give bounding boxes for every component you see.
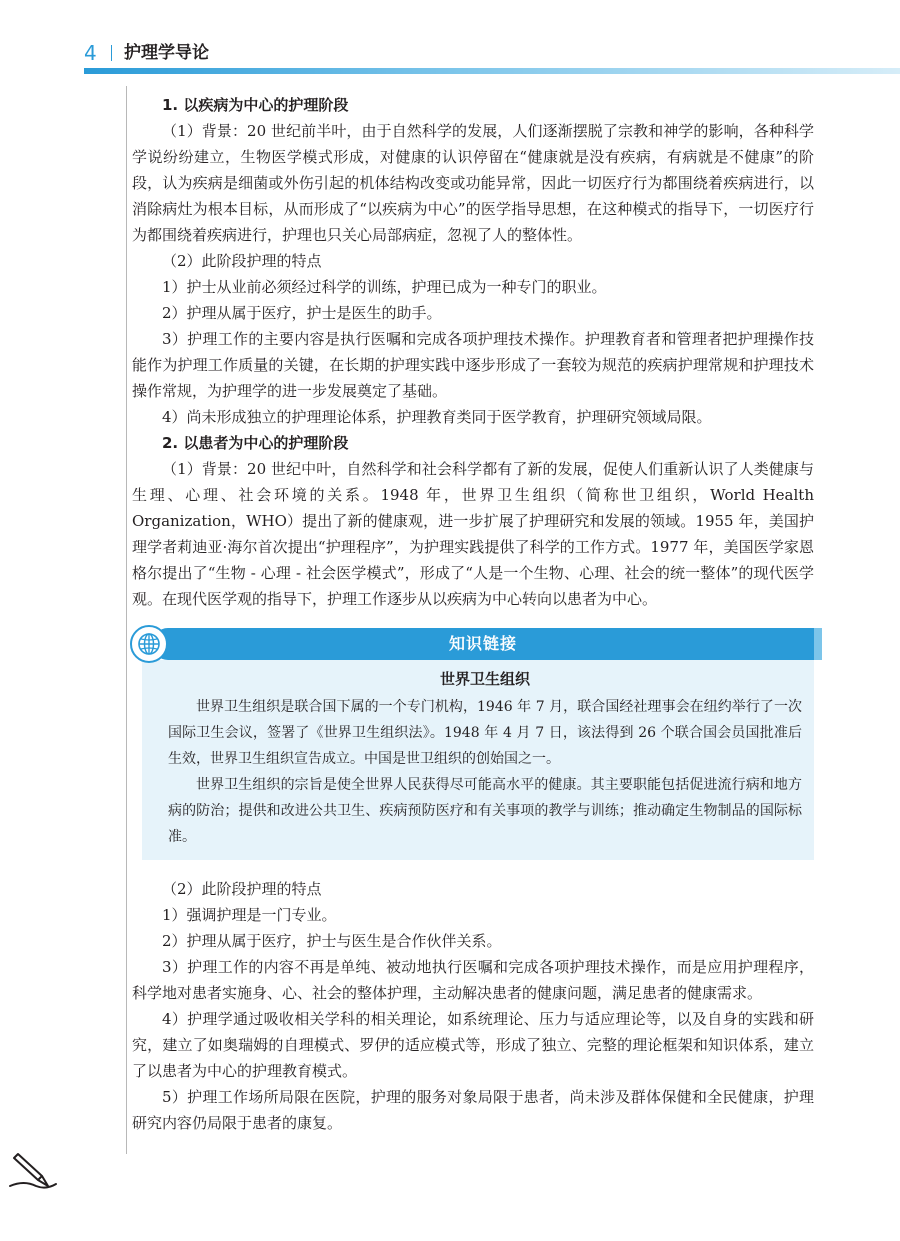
list-item: 5）护理工作场所局限在医院，护理的服务对象局限于患者，尚未涉及群体保健和全民健康，护理研究内容仍局限于患者的康复。 xyxy=(132,1088,814,1132)
subheading: （2）此阶段护理的特点 xyxy=(162,252,322,270)
list-item: 3）护理工作的主要内容是执行医嘱和完成各项护理技术操作。护理教育者和管理者把护理操作技能作为护理工作质量的关键，在长期的护理实践中逐步形成了一套较为规范的疾病护理常规和护理技术操作常规，为护理学的进一步发展奠定了基础。 xyxy=(132,330,814,400)
knowledge-link-body xyxy=(142,660,814,860)
knowledge-link-label: 知识链接 xyxy=(448,634,517,653)
list-item: 4）护理学通过吸收相关学科的相关理论，如系统理论、压力与适应理论等，以及自身的实践和研究，建立了如奥瑞姆的自理模式、罗伊的适应模式等，形成了独立、完整的理论框架和知识体系，建立了以患者为中心的护理教育模式。 xyxy=(132,1010,814,1080)
header-band xyxy=(84,68,900,74)
list-item: 2）护理从属于医疗，护士是医生的助手。 xyxy=(162,304,442,322)
paragraph: 世界卫生组织的宗旨是使全世界人民获得尽可能高水平的健康。其主要职能包括促进流行病和地方病的防治；提供和改进公共卫生、疾病预防医疗和有关事项的教学与训练；推动确定生物制品的国际标准。 xyxy=(168,777,802,845)
margin-rule xyxy=(126,86,127,1154)
paragraph: （1）背景：20 世纪前半叶，由于自然科学的发展，人们逐渐摆脱了宗教和神学的影响，各种科学学说纷纷建立，生物医学模式形成，对健康的认识停留在“健康就是没有疾病，有病就是不健康”的阶段，认为疾病是细菌或外伤引起的机体结构改变或功能异常，因此一切医疗行为都围绕着疾病进行，以消除病灶为根本目标，从而形成了“以疾病为中心”的医学指导思想，在这种模式的指导下，一切医疗行为都围绕着疾病进行，护理也只关心局部病症，忽视了人的整体性。 xyxy=(132,122,814,244)
page-number: 4 xyxy=(84,41,97,65)
globe-icon xyxy=(130,625,168,663)
list-item: 1）护士从业前必须经过科学的训练，护理已成为一种专门的职业。 xyxy=(162,278,607,296)
list-item: 2）护理从属于医疗，护士与医生是合作伙伴关系。 xyxy=(162,932,502,950)
list-item: 1）强调护理是一门专业。 xyxy=(162,906,337,924)
subheading: （2）此阶段护理的特点 xyxy=(162,880,322,898)
paragraph: （1）背景：20 世纪中叶，自然科学和社会科学都有了新的发展，促使人们重新认识了人类健康与生理、心理、社会环境的关系。1948 年，世界卫生组织（简称世卫组织，World Health Organization，WHO）提出了新的健康观，进一步扩展了护理研究和发展的领域。1955 年，美国护理学者莉迪亚·海尔首次提出“护理程序”，为护理实践提供了科学的工作方式。1977 年，美国医学家恩格尔提出了“生物 - 心理 - 社会医学模式”，形成了“人是一个生物、心理、社会的统一整体”的现代医学观。在现代医学观的指导下，护理工作逐步从以疾病为中心转向以患者为中心。 xyxy=(132,460,814,608)
header-tab xyxy=(814,628,822,660)
page-content xyxy=(132,92,814,1136)
knowledge-link-title: 世界卫生组织 xyxy=(439,670,530,688)
knowledge-link-header xyxy=(152,628,814,660)
pen-icon xyxy=(8,1150,58,1196)
section-heading: 2. 以患者为中心的护理阶段 xyxy=(162,434,349,452)
book-title: 护理学导论 xyxy=(124,43,209,63)
list-item: 3）护理工作的内容不再是单纯、被动地执行医嘱和完成各项护理技术操作，而是应用护理程序，科学地对患者实施身、心、社会的整体护理，主动解决患者的健康问题，满足患者的健康需求。 xyxy=(132,958,814,1002)
header-separator xyxy=(111,45,112,61)
knowledge-link-box xyxy=(132,628,814,860)
paragraph: 世界卫生组织是联合国下属的一个专门机构，1946 年 7 月，联合国经社理事会在纽约举行了一次国际卫生会议，签署了《世界卫生组织法》。1948 年 4 月 7 日，该法得到 26 个联合国会员国批准后生效，世界卫生组织宣告成立。中国是世卫组织的创始国之一。 xyxy=(168,699,802,767)
section-heading: 1. 以疾病为中心的护理阶段 xyxy=(162,96,349,114)
list-item: 4）尚未形成独立的护理理论体系，护理教育类同于医学教育，护理研究领域局限。 xyxy=(162,408,712,426)
